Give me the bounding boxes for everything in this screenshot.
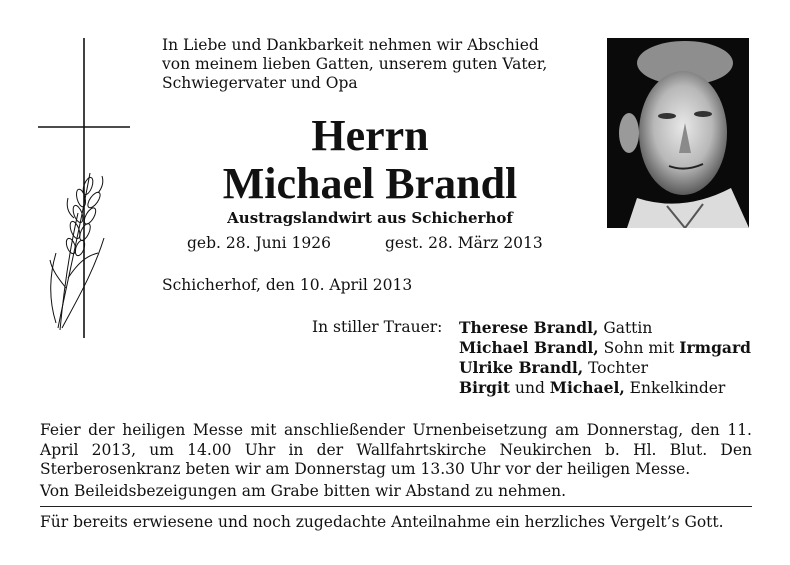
- cross-with-wheat-icon: [38, 38, 130, 338]
- death-date: gest. 28. März 2013: [385, 234, 543, 252]
- thanks-line: Für bereits erwiesene und noch zugedachte Anteilnahme ein herzliches Vergelt’s Gott.: [40, 513, 724, 531]
- mourner-name: Michael Brandl,: [459, 338, 599, 357]
- service-notice: [40, 421, 752, 480]
- mourner-name: Michael,: [549, 378, 625, 397]
- service-notice-text: Feier der heiligen Messe mit anschließender Urnenbeisetzung am Donnerstag, den 11. April 2013, um 14.00 Uhr in der Wallfahrtskirche Neukirchen b. Hl. Blut. Den Sterberosenkranz beten wir am Donnerstag um 13.30 Uhr vor der heiligen Messe.: [40, 421, 752, 478]
- mourner-row: [459, 318, 751, 338]
- intro-line: In Liebe und Dankbarkeit nehmen wir Abschied: [162, 36, 539, 54]
- mourner-row: [459, 338, 751, 358]
- divider: [40, 506, 752, 507]
- intro-line: von meinem lieben Gatten, unserem guten Vater,: [162, 55, 548, 73]
- birth-date: geb. 28. Juni 1926: [187, 234, 331, 252]
- mourner-name: Ulrike Brandl,: [459, 358, 584, 377]
- mourners-list: [459, 318, 751, 398]
- mourner-relation: Tochter: [583, 359, 649, 377]
- place-date: Schicherhof, den 10. April 2013: [162, 276, 413, 294]
- mourner-name: Irmgard: [679, 338, 751, 357]
- mourner-name: Birgit: [459, 378, 511, 397]
- mourner-row: [459, 378, 751, 398]
- mourner-relation: Gattin: [598, 319, 653, 337]
- condolence-note: Von Beileidsbezeigungen am Grabe bitten wir Abstand zu nehmen.: [40, 482, 567, 500]
- occupation: Austragslandwirt aus Schicherhof: [227, 209, 513, 227]
- mourner-row: [459, 358, 751, 378]
- mourning-label: In stiller Trauer:: [312, 318, 443, 336]
- portrait-photo: [607, 38, 749, 228]
- mourner-name: Therese Brandl,: [459, 318, 599, 337]
- intro-line: Schwiegervater und Opa: [162, 74, 358, 92]
- intro-text: [162, 36, 592, 93]
- mourner-relation: Enkelkinder: [624, 379, 726, 397]
- deceased-name: Michael Brandl: [222, 159, 518, 208]
- salutation: Herrn: [311, 111, 429, 160]
- mourner-relation: Sohn mit: [598, 339, 680, 357]
- mourner-relation: und: [510, 379, 550, 397]
